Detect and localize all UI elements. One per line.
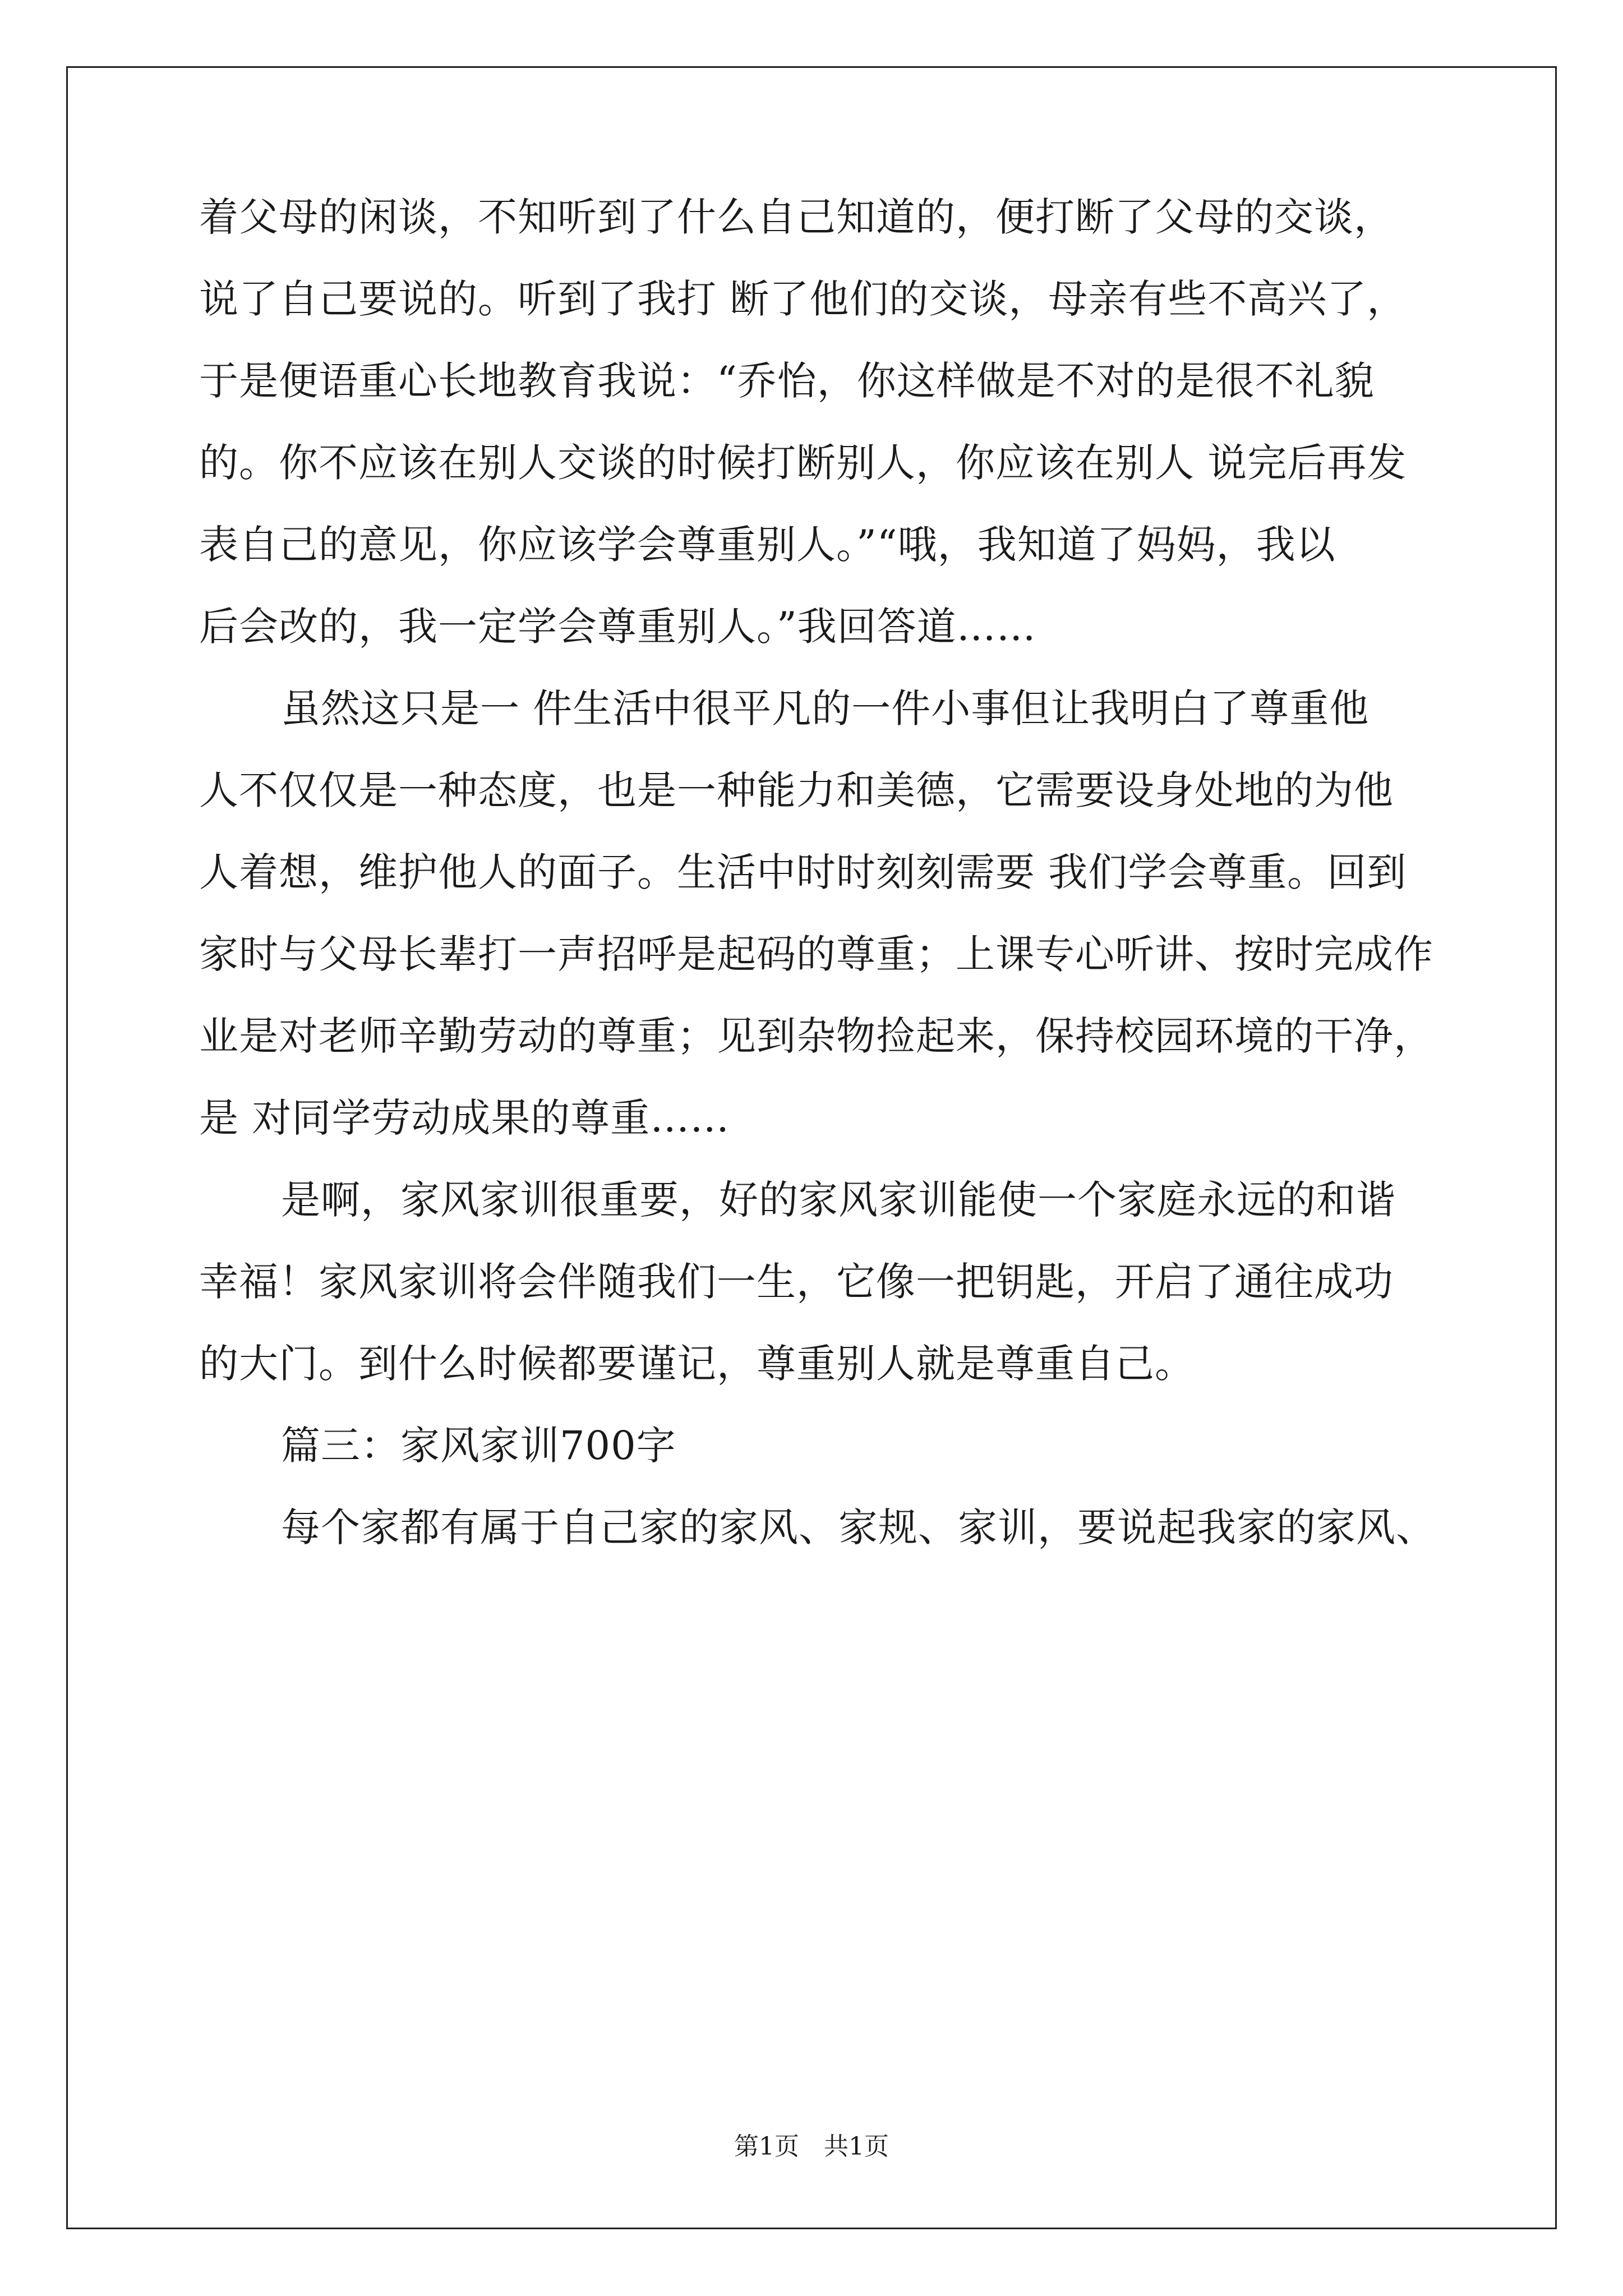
text-line: 于是便语重心长地教育我说：“乔怡，你这样做是不对的是很不礼貌: [199, 358, 1375, 404]
section-heading: 篇三：家风家训700字: [281, 1423, 676, 1469]
text-line: 人着想，维护他人的面子。生活中时时刻刻需要 我们学会尊重。回到: [199, 849, 1407, 895]
text-line: 的。你不应该在别人交谈的时候打断别人，你应该在别人 说完后再发: [199, 440, 1407, 486]
text-line: 表自己的意见，你应该学会尊重别人。”“哦，我知道了妈妈，我以: [199, 522, 1336, 568]
text-line: 是 对同学劳动成果的尊重……: [199, 1095, 730, 1141]
text-line: 幸福！家风家训将会伴随我们一生，它像一把钥匙，开启了通往成功: [199, 1259, 1394, 1305]
page-number-footer: 第1页 共1页: [734, 2132, 889, 2161]
text-line: 家时与父母长辈打一声招呼是起码的尊重；上课专心听讲、按时完成作: [199, 931, 1433, 977]
text-line: 说了自己要说的。听到了我打 断了他们的交谈，母亲有些不高兴了，: [199, 276, 1407, 322]
text-line: 业是对老师辛勤劳动的尊重；见到杂物捡起来，保持校园环境的干净，: [199, 1013, 1433, 1059]
text-line: 人不仅仅是一种态度，也是一种能力和美德，它需要设身处地的为他: [199, 767, 1394, 813]
paragraph-start-line: 是啊，家风家训很重要，好的家风家训能使一个家庭永远的和谐: [281, 1177, 1396, 1223]
document-body: [199, 196, 1461, 1589]
text-line: 的大门。到什么时候都要谨记，尊重别人就是尊重自己。: [199, 1341, 1195, 1387]
text-line: 后会改的，我一定学会尊重别人。”我回答道……: [199, 604, 1036, 650]
text-line: 着父母的闲谈，不知听到了什么自己知道的，便打断了父母的交谈，: [199, 194, 1394, 240]
paragraph-start-line: 每个家都有属于自己家的家风、家规、家训，要说起我家的家风、: [281, 1504, 1436, 1550]
paragraph-start-line: 虽然这只是一 件生活中很平凡的一件小事但让我明白了尊重他: [281, 685, 1370, 731]
